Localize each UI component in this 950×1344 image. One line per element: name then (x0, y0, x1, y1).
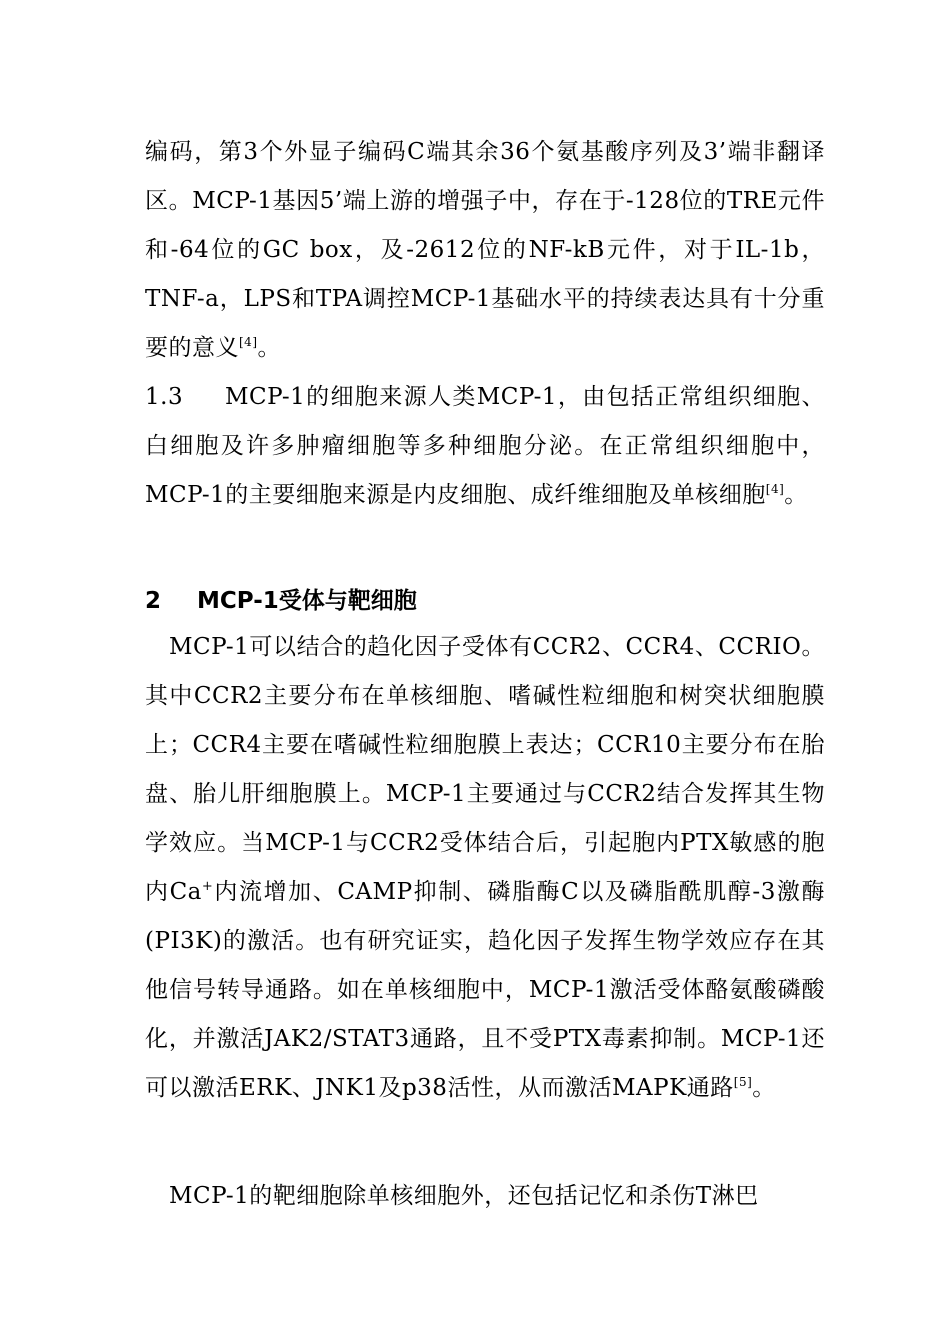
paragraph-text: MCP-1的细胞来源人类MCP-1，由包括正常组织细胞、白细胞及许多肿瘤细胞等多种细胞分泌。在正常组织细胞中，MCP-1的主要细胞来源是内皮细胞、成纤维细胞及单核细胞 (145, 384, 825, 508)
paragraph-receptors (145, 623, 825, 1113)
paragraph-target-cells (145, 1172, 825, 1221)
paragraph-text: 编码，第3个外显子编码C端其余36个氨基酸序列及3’端非翻译区。MCP-1基因5’端上游的增强子中，存在于-128位的TRE元件和-64位的GC box，及-2612位的NF-kB元件，对于IL-1b，TNF-a，LPS和TPA调控MCP-1基础水平的持续表达具有十分重要的意义 (145, 139, 825, 361)
paragraph-cell-source (145, 373, 825, 520)
section-number: 1.3 (145, 384, 184, 410)
citation-ref: [4] (765, 482, 785, 496)
paragraph-end: 。 (257, 335, 281, 361)
heading-title: MCP-1受体与靶细胞 (197, 588, 417, 614)
citation-ref: [4] (239, 335, 258, 349)
paragraph-text: MCP-1的靶细胞除单核细胞外，还包括记忆和杀伤T淋巴 (169, 1183, 759, 1209)
section-heading (145, 577, 825, 626)
superscript-plus: + (201, 879, 214, 894)
paragraph-text-continued: 内流增加、CAMP抑制、磷脂酶C以及磷脂酰肌醇-3激酶(PI3K)的激活。也有研究证实，趋化因子发挥生物学效应存在其他信号转导通路。如在单核细胞中，MCP-1激活受体酪氨酸磷酸化，并激活JAK2/STAT3通路，且不受PTX毒素抑制。MCP-1还可以激活ERK、JNK1及p38活性，从而激活MAPK通路 (145, 879, 825, 1101)
paragraph-end: 。 (784, 482, 808, 508)
paragraph-text: MCP-1可以结合的趋化因子受体有CCR2、CCR4、CCRIO。其中CCR2主要分布在单核细胞、嗜碱性粒细胞和树突状细胞膜上；CCR4主要在嗜碱性粒细胞膜上表达；CCR10主要分布在胎盘、胎儿肝细胞膜上。MCP-1主要通过与CCR2结合发挥其生物学效应。当MCP-1与CCR2受体结合后，引起胞内PTX敏感的胞内Ca (145, 634, 825, 905)
heading-number: 2 (145, 588, 162, 614)
paragraph-gene-structure (145, 128, 825, 373)
citation-ref: [5] (733, 1075, 753, 1089)
paragraph-end: 。 (752, 1075, 776, 1101)
